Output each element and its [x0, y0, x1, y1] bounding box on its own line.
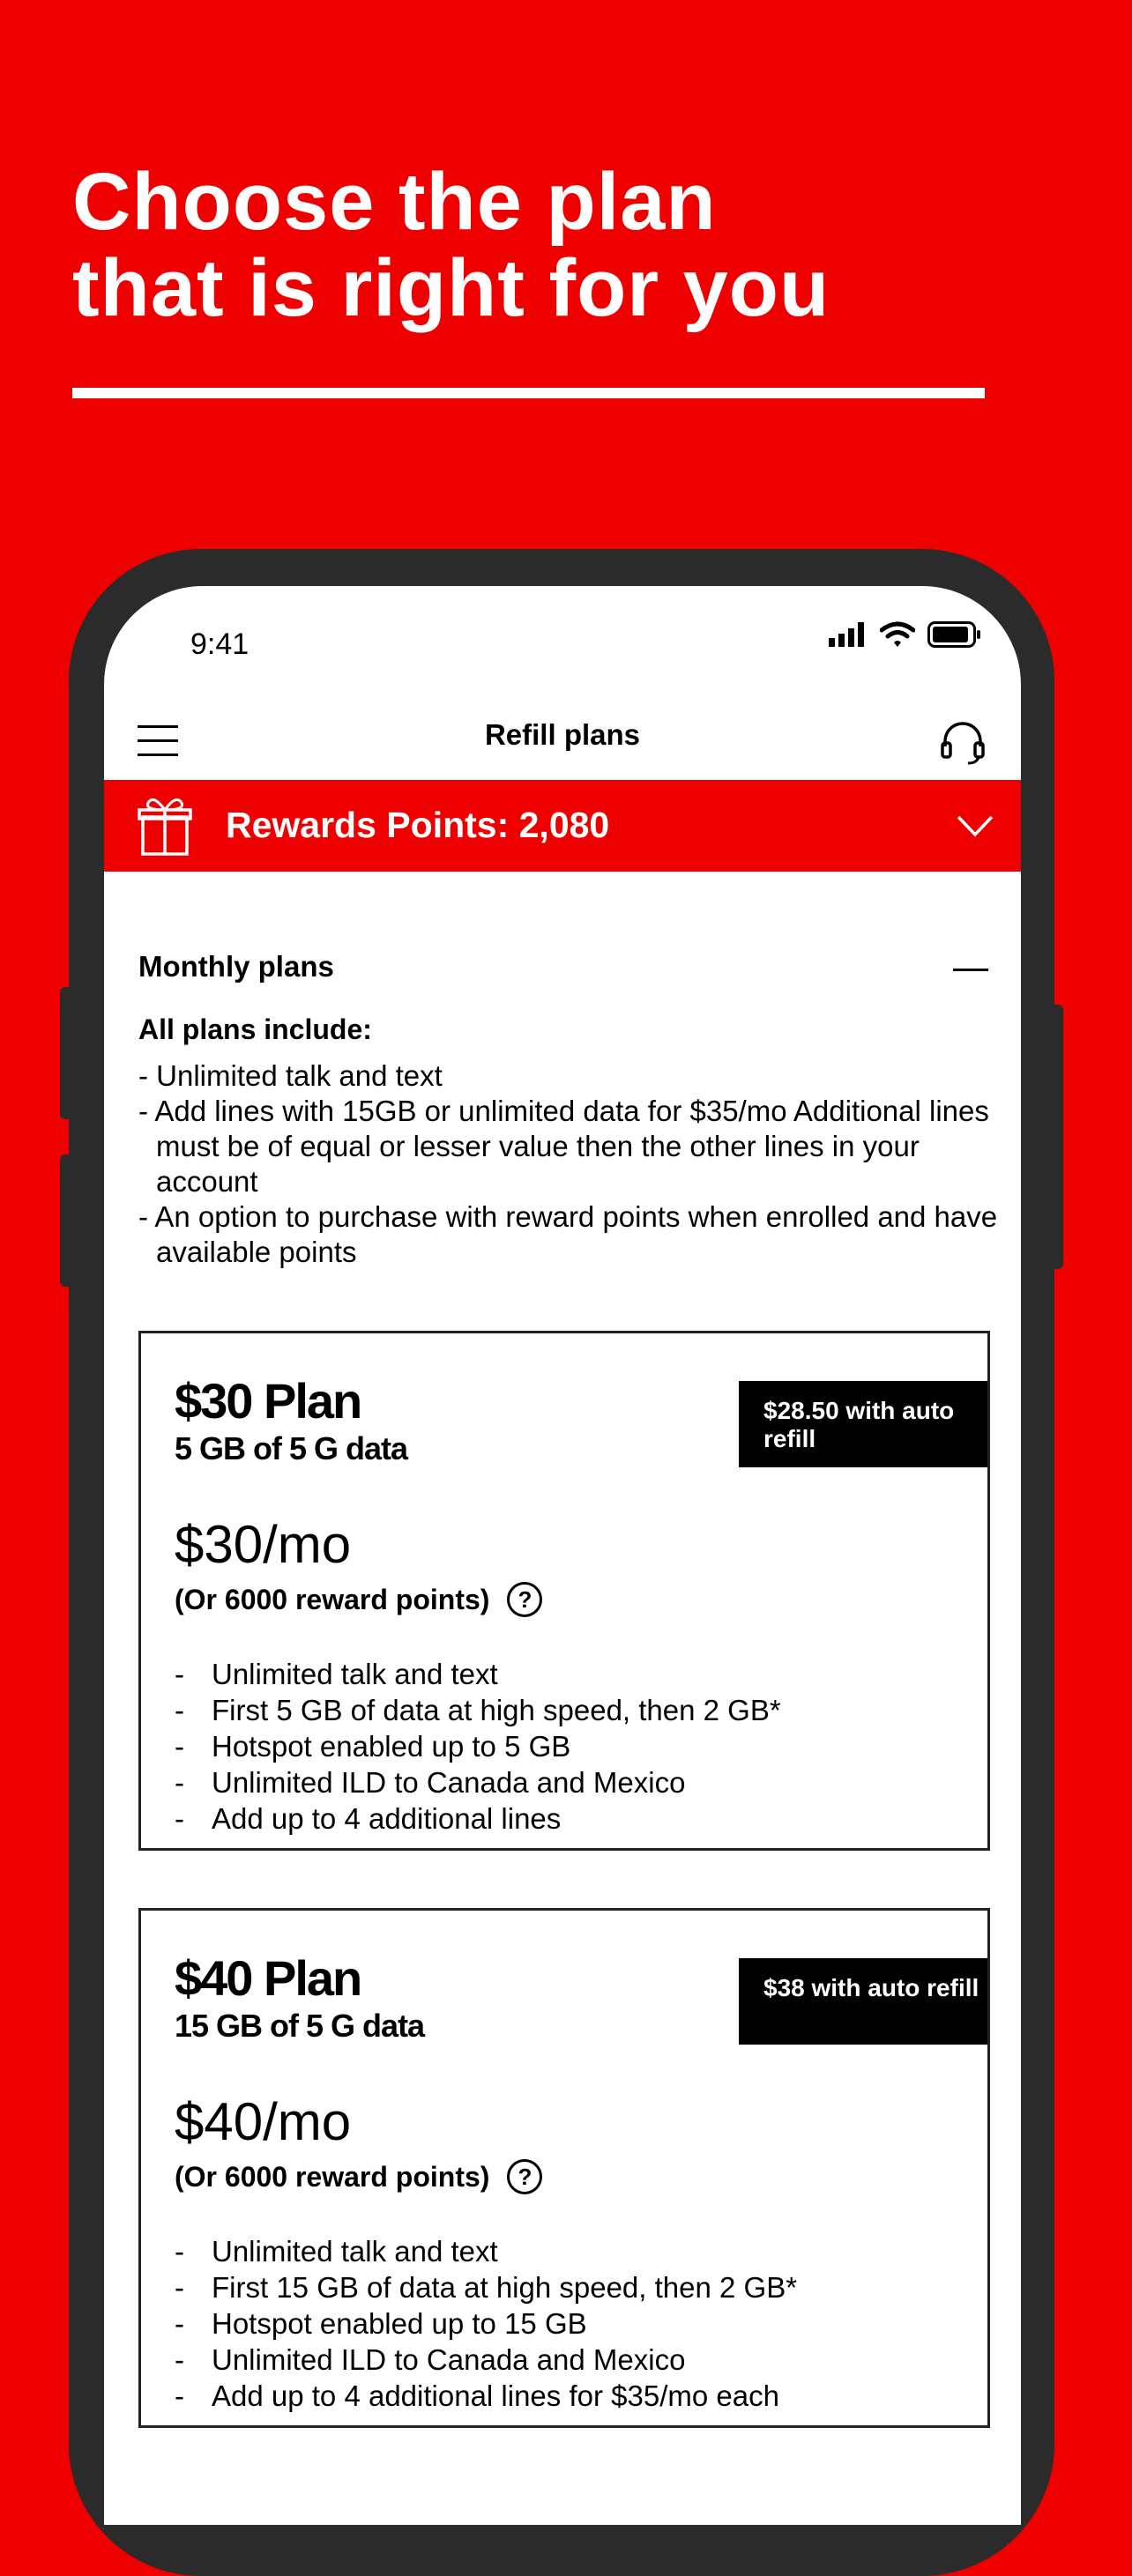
list-item: - Unlimited ILD to Canada and Mexico [175, 2343, 686, 2376]
plan-price: $40/mo [175, 2092, 352, 2151]
plan-name: $30 Plan [175, 1373, 361, 1429]
rewards-banner[interactable] [104, 780, 1021, 872]
phone-screen [104, 586, 1021, 2525]
list-item: - Unlimited ILD to Canada and Mexico [175, 1766, 686, 1799]
reward-points-text: (Or 6000 reward points) [175, 2160, 490, 2193]
list-item: - Unlimited talk and text [175, 2235, 498, 2268]
plan-features [175, 2233, 797, 2414]
auto-refill-badge: $28.50 with auto refill [739, 1381, 987, 1467]
wifi-icon [880, 621, 915, 648]
plans-include-list [138, 1058, 1002, 1270]
page-title: Refill plans [484, 718, 641, 751]
gift-icon [138, 796, 192, 856]
status-icons [829, 621, 982, 648]
collapse-icon[interactable] [953, 969, 988, 971]
plans-include-title: All plans include: [138, 1013, 372, 1045]
battery-icon [927, 621, 982, 648]
plan-data: 15 GB of 5 G data [175, 2008, 425, 2044]
top-nav-bar [104, 683, 1021, 780]
list-item: - Add up to 4 additional lines [175, 1802, 562, 1835]
status-time: 9:41 [190, 627, 249, 661]
question-icon[interactable]: ? [507, 1582, 542, 1617]
list-item: - Unlimited talk and text [175, 1658, 498, 1690]
list-item: - Unlimited talk and text [138, 1059, 443, 1092]
list-item: - First 5 GB of data at high speed, then 2 GB* [175, 1694, 781, 1726]
plan-card-40[interactable] [138, 1908, 990, 2428]
plan-price: $30/mo [175, 1515, 352, 1574]
headline-divider [72, 388, 985, 398]
chevron-down-icon[interactable] [956, 813, 994, 838]
plan-card-30[interactable] [138, 1331, 990, 1851]
plan-points [175, 1582, 542, 1617]
rewards-points-label: Rewards Points: 2,080 [226, 805, 610, 845]
plan-points [175, 2159, 542, 2194]
plan-name: $40 Plan [175, 1950, 361, 2006]
list-item: - First 15 GB of data at high speed, then 2 GB* [175, 2271, 798, 2304]
list-item: - Add lines with 15GB or unlimited data for $35/mo Additional lines must be of equal or lesser value then the other lines in your account [138, 1095, 989, 1198]
list-item: - Hotspot enabled up to 5 GB [175, 1730, 571, 1763]
support-headset-icon[interactable] [938, 716, 987, 766]
plan-features [175, 1656, 781, 1837]
reward-points-text: (Or 6000 reward points) [175, 1583, 490, 1615]
headline-line-1: Choose the plan [72, 157, 717, 247]
marketing-headline [72, 159, 830, 331]
auto-refill-badge: $38 with auto refill [739, 1958, 987, 2045]
list-item: - An option to purchase with reward points when enrolled and have available points [138, 1200, 998, 1268]
list-item: - Add up to 4 additional lines for $35/mo each [175, 2379, 779, 2412]
signal-icon [829, 622, 868, 647]
question-icon[interactable]: ? [507, 2159, 542, 2194]
list-item: - Hotspot enabled up to 15 GB [175, 2307, 587, 2340]
headline-line-2: that is right for you [72, 243, 830, 333]
monthly-plans-title[interactable]: Monthly plans [138, 950, 334, 983]
plan-data: 5 GB of 5 G data [175, 1430, 408, 1466]
